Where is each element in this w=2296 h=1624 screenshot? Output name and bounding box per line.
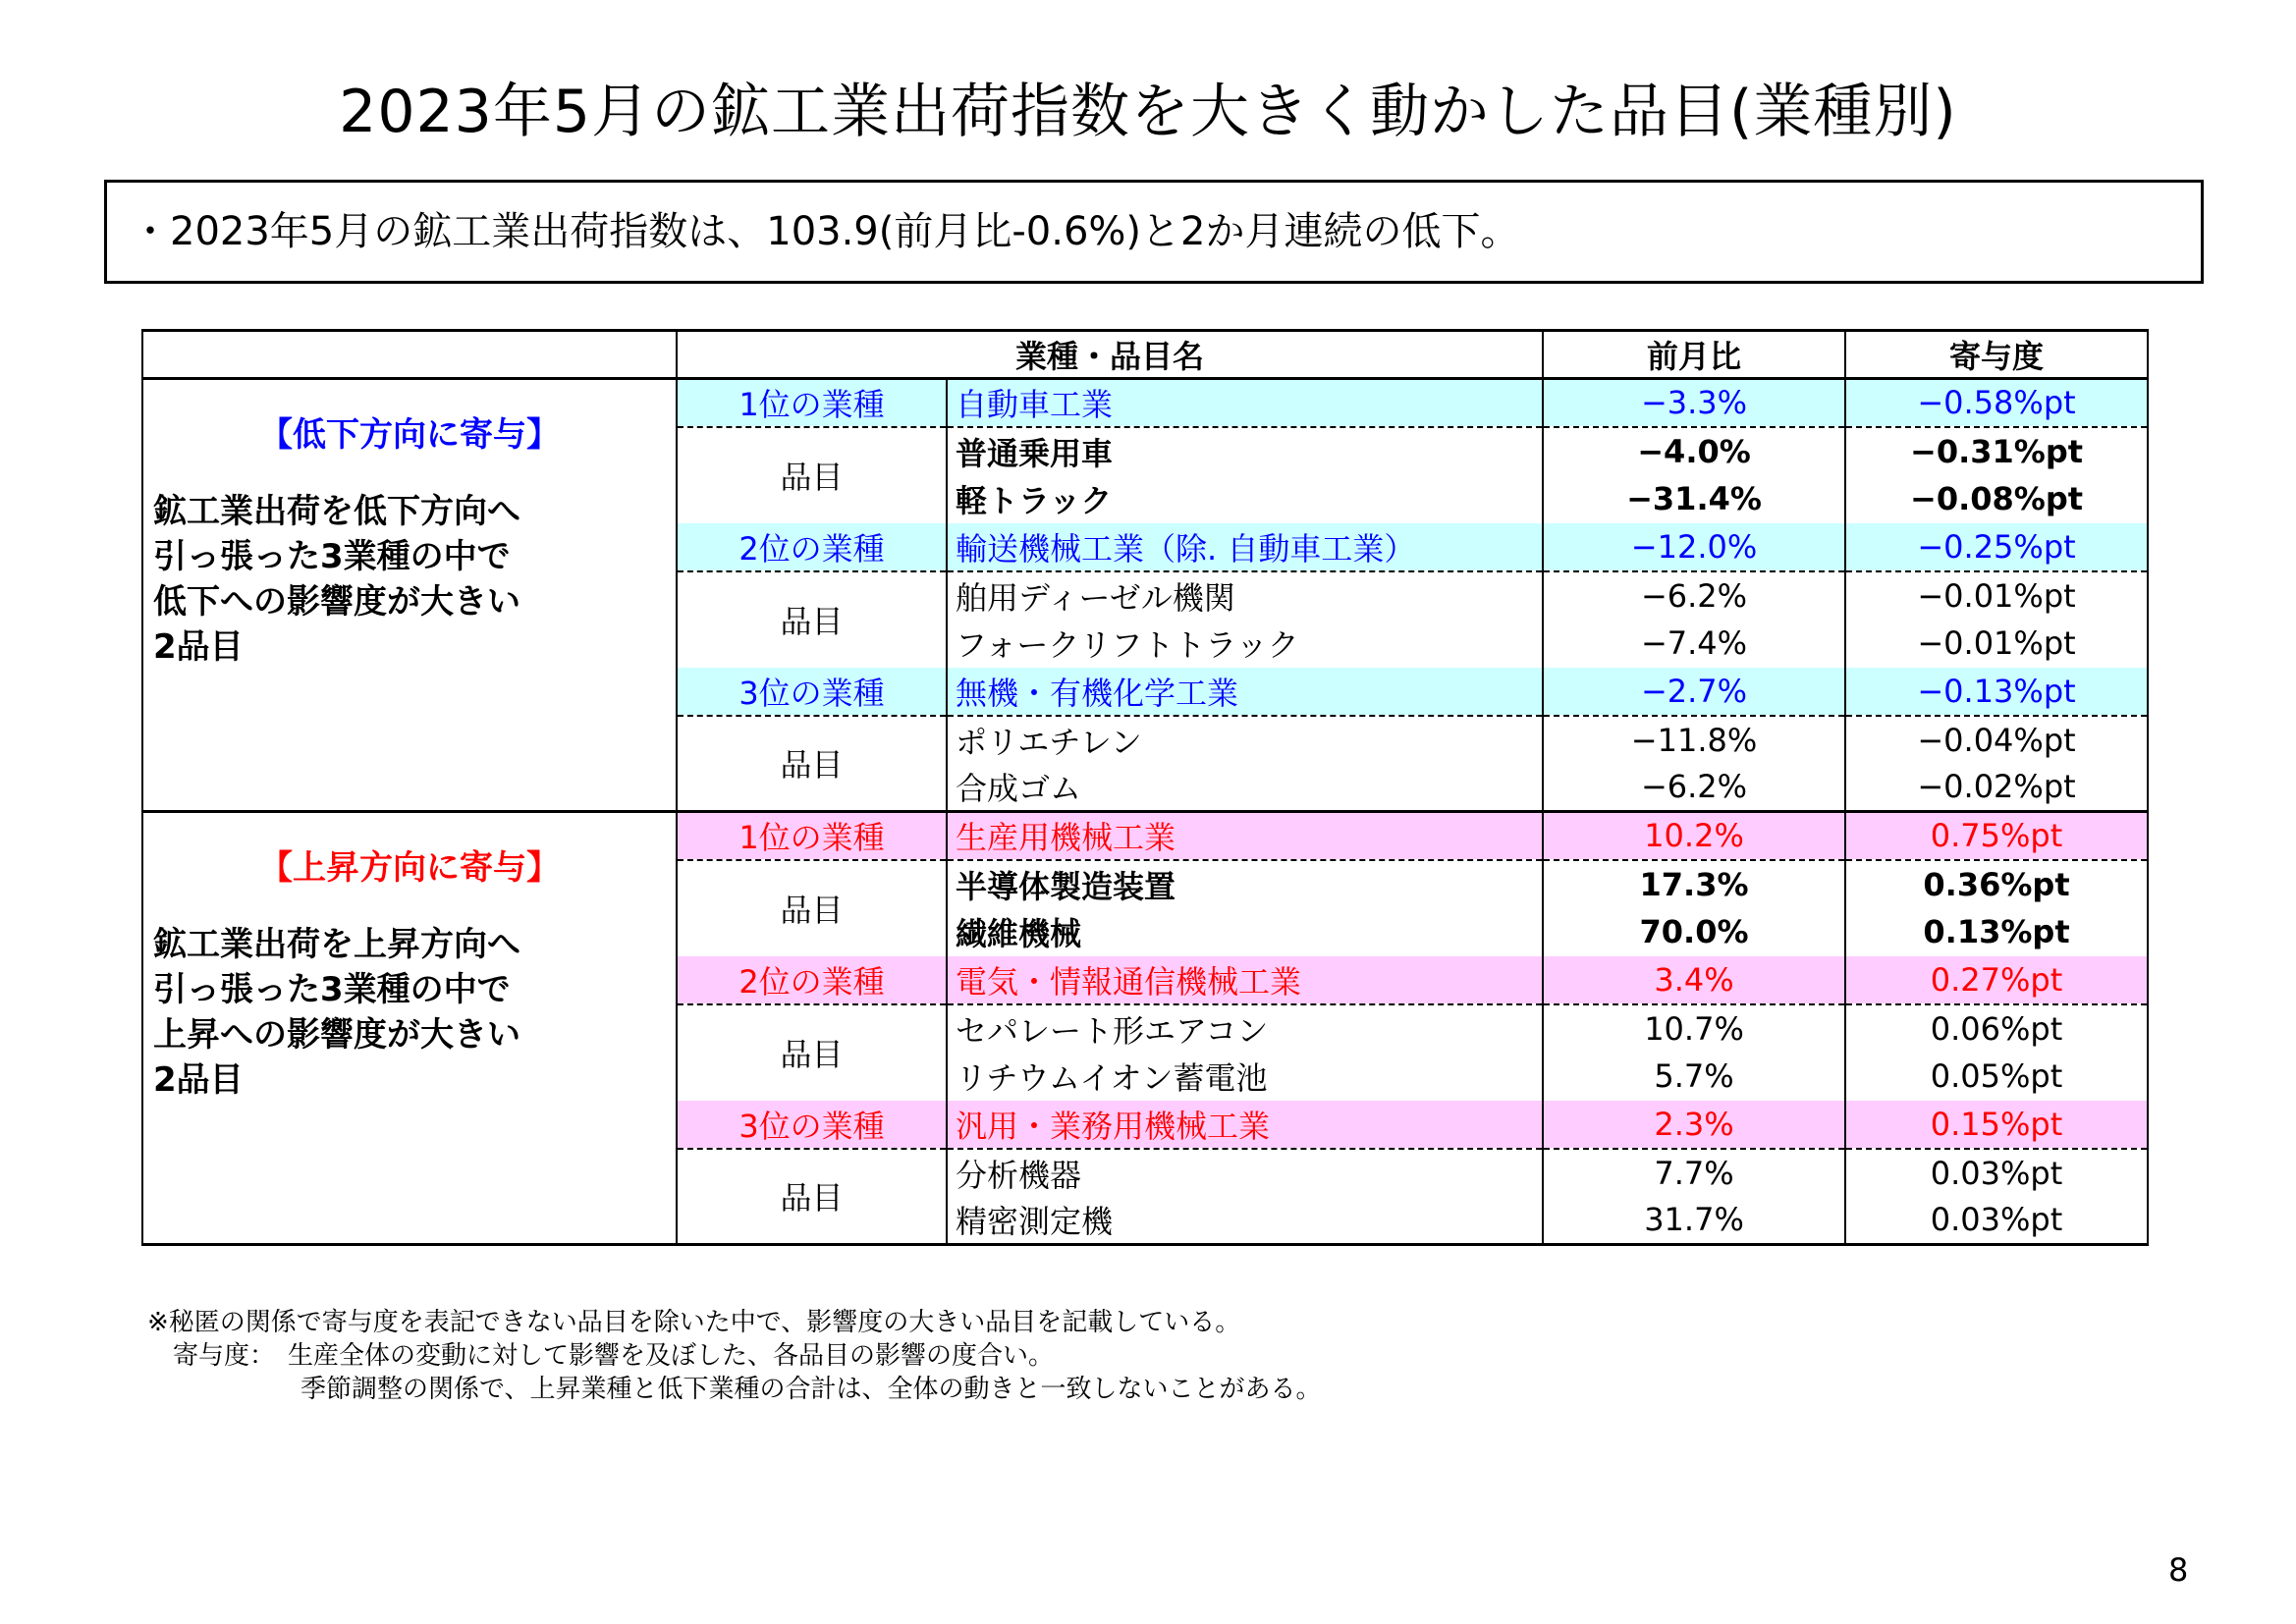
section-heading: 【上昇方向に寄与】: [259, 848, 560, 888]
header-blank: [142, 331, 677, 379]
industry-mom: −2.7%: [1543, 668, 1845, 716]
item-mom: 31.7%: [1543, 1197, 1845, 1245]
item-label: 品目: [677, 571, 947, 668]
summary-box: ・2023年5月の鉱工業出荷指数は、103.9(前月比-0.6%)と2か月連続の低下。: [104, 180, 2204, 284]
item-mom: 70.0%: [1543, 908, 1845, 956]
industry-mom: 3.4%: [1543, 956, 1845, 1004]
item-name: 繊維機械: [947, 908, 1543, 956]
item-mom: −6.2%: [1543, 571, 1845, 620]
item-name: 普通乗用車: [947, 427, 1543, 475]
industry-contribution: −0.58%pt: [1845, 379, 2148, 427]
item-mom: 5.7%: [1543, 1053, 1845, 1101]
industry-row: [142, 812, 2148, 860]
item-contribution: −0.01%pt: [1845, 620, 2148, 668]
header-mom: 前月比: [1543, 331, 1845, 379]
item-mom: 10.7%: [1543, 1004, 1845, 1053]
industry-contribution: 0.75%pt: [1845, 812, 2148, 860]
footnote-2: 寄与度： 生産全体の変動に対して影響を及ぼした、各品目の影響の度合い。: [147, 1341, 1055, 1371]
industry-contribution: −0.13%pt: [1845, 668, 2148, 716]
contribution-table: [141, 329, 2149, 1246]
side-panel-decrease: [142, 379, 677, 812]
industry-mom: −3.3%: [1543, 379, 1845, 427]
item-mom: −4.0%: [1543, 427, 1845, 475]
item-name: ポリエチレン: [947, 716, 1543, 764]
item-contribution: 0.06%pt: [1845, 1004, 2148, 1053]
item-contribution: −0.01%pt: [1845, 571, 2148, 620]
industry-mom: 2.3%: [1543, 1101, 1845, 1149]
industry-row: [142, 379, 2148, 427]
industry-rank: 3位の業種: [677, 668, 947, 716]
item-mom: −7.4%: [1543, 620, 1845, 668]
industry-name: 自動車工業: [947, 379, 1543, 427]
industry-name: 電気・情報通信機械工業: [947, 956, 1543, 1004]
item-name: リチウムイオン蓄電池: [947, 1053, 1543, 1101]
industry-rank: 2位の業種: [677, 523, 947, 571]
industry-contribution: 0.27%pt: [1845, 956, 2148, 1004]
item-label: 品目: [677, 1004, 947, 1101]
item-name: 舶用ディーゼル機関: [947, 571, 1543, 620]
item-name: 合成ゴム: [947, 764, 1543, 812]
item-name: 分析機器: [947, 1149, 1543, 1197]
industry-mom: 10.2%: [1543, 812, 1845, 860]
item-mom: 17.3%: [1543, 860, 1845, 908]
section-description: 鉱工業出荷を上昇方向へ 引っ張った3業種の中で 上昇への影響度が大きい 2品目: [153, 925, 520, 1100]
item-label: 品目: [677, 716, 947, 812]
header-name: 業種・品目名: [677, 331, 1543, 379]
industry-rank: 2位の業種: [677, 956, 947, 1004]
item-name: セパレート形エアコン: [947, 1004, 1543, 1053]
section-description: 鉱工業出荷を低下方向へ 引っ張った3業種の中で 低下への影響度が大きい 2品目: [153, 492, 520, 667]
item-contribution: −0.02%pt: [1845, 764, 2148, 812]
industry-name: 汎用・業務用機械工業: [947, 1101, 1543, 1149]
item-mom: −11.8%: [1543, 716, 1845, 764]
item-contribution: −0.04%pt: [1845, 716, 2148, 764]
table-header-row: [142, 331, 2148, 379]
section-heading: 【低下方向に寄与】: [259, 415, 560, 455]
item-contribution: 0.03%pt: [1845, 1197, 2148, 1245]
footnotes: [147, 1306, 1321, 1406]
item-label: 品目: [677, 427, 947, 523]
item-contribution: 0.03%pt: [1845, 1149, 2148, 1197]
item-mom: 7.7%: [1543, 1149, 1845, 1197]
industry-rank: 3位の業種: [677, 1101, 947, 1149]
side-panel-increase: [142, 812, 677, 1245]
industry-name: 生産用機械工業: [947, 812, 1543, 860]
item-label: 品目: [677, 1149, 947, 1245]
item-name: フォークリフトトラック: [947, 620, 1543, 668]
industry-name: 輸送機械工業（除. 自動車工業）: [947, 523, 1543, 571]
item-contribution: 0.13%pt: [1845, 908, 2148, 956]
item-contribution: −0.31%pt: [1845, 427, 2148, 475]
item-mom: −31.4%: [1543, 475, 1845, 523]
item-label: 品目: [677, 860, 947, 956]
item-contribution: −0.08%pt: [1845, 475, 2148, 523]
page-number: 8: [2168, 1551, 2189, 1589]
header-contribution: 寄与度: [1845, 331, 2148, 379]
item-name: 半導体製造装置: [947, 860, 1543, 908]
footnote-3: 季節調整の関係で、上昇業種と低下業種の合計は、全体の動きと一致しないことがある。: [147, 1375, 1322, 1404]
item-contribution: 0.36%pt: [1845, 860, 2148, 908]
page-title: 2023年5月の鉱工業出荷指数を大きく動かした品目(業種別): [339, 78, 1957, 146]
industry-contribution: 0.15%pt: [1845, 1101, 2148, 1149]
industry-name: 無機・有機化学工業: [947, 668, 1543, 716]
item-name: 精密測定機: [947, 1197, 1543, 1245]
industry-rank: 1位の業種: [677, 379, 947, 427]
industry-contribution: −0.25%pt: [1845, 523, 2148, 571]
item-name: 軽トラック: [947, 475, 1543, 523]
footnote-1: ※秘匿の関係で寄与度を表記できない品目を除いた中で、影響度の大きい品目を記載している。: [147, 1308, 1241, 1337]
item-mom: −6.2%: [1543, 764, 1845, 812]
industry-rank: 1位の業種: [677, 812, 947, 860]
item-contribution: 0.05%pt: [1845, 1053, 2148, 1101]
industry-mom: −12.0%: [1543, 523, 1845, 571]
